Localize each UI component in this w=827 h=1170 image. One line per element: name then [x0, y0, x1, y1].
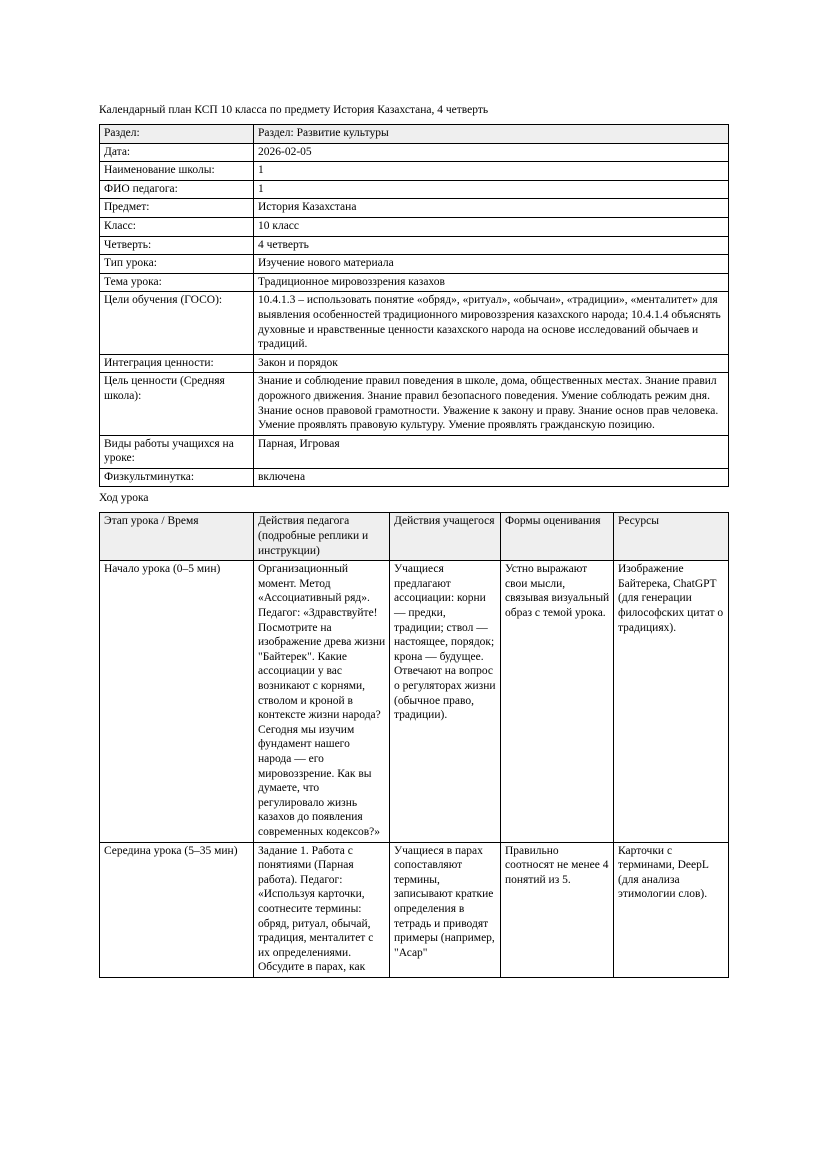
info-value: 10 класс	[254, 217, 729, 236]
info-label: Тип урока:	[100, 255, 254, 274]
table-row	[100, 162, 729, 181]
info-label: Физкультминутка:	[100, 468, 254, 487]
table-header-row	[100, 513, 729, 561]
cell-student-actions: Учащиеся в парах сопоставляют термины, записывают краткие определения в тетрадь и приводят примеры (например, "Асар"	[390, 842, 501, 977]
info-label: Дата:	[100, 143, 254, 162]
info-label: Тема урока:	[100, 273, 254, 292]
info-value: История Казахстана	[254, 199, 729, 218]
table-row	[100, 273, 729, 292]
section-caption-lesson-flow: Ход урока	[99, 492, 149, 505]
info-value: Раздел: Развитие культуры	[254, 125, 729, 144]
info-value: Традиционное мировоззрения казахов	[254, 273, 729, 292]
cell-assessment: Устно выражают свои мысли, связывая визуальный образ с темой урока.	[501, 561, 614, 842]
info-value: 2026-02-05	[254, 143, 729, 162]
table-row	[100, 125, 729, 144]
info-label: Цель ценности (Средняя школа):	[100, 373, 254, 435]
info-label: Интеграция ценности:	[100, 354, 254, 373]
info-label: Предмет:	[100, 199, 254, 218]
table-row	[100, 217, 729, 236]
info-value: Закон и порядок	[254, 354, 729, 373]
info-label: Виды работы учащихся на уроке:	[100, 435, 254, 468]
info-label: Цели обучения (ГОСО):	[100, 292, 254, 354]
table-row	[100, 180, 729, 199]
info-value: Парная, Игровая	[254, 435, 729, 468]
info-label: ФИО педагога:	[100, 180, 254, 199]
cell-resources: Изображение Байтерека, ChatGPT (для генерации философских цитат о традициях).	[614, 561, 729, 842]
table-row	[100, 292, 729, 354]
cell-stage: Начало урока (0–5 мин)	[100, 561, 254, 842]
info-value: включена	[254, 468, 729, 487]
cell-resources: Карточки с терминами, DeepL (для анализа этимологии слов).	[614, 842, 729, 977]
table-row	[100, 435, 729, 468]
info-label: Четверть:	[100, 236, 254, 255]
column-header-student-actions: Действия учащегося	[390, 513, 501, 561]
info-label: Раздел:	[100, 125, 254, 144]
lesson-flow-table	[99, 512, 729, 977]
cell-stage: Середина урока (5–35 мин)	[100, 842, 254, 977]
lesson-flow-header	[100, 513, 729, 561]
table-row	[100, 255, 729, 274]
table-row	[100, 373, 729, 435]
column-header-stage: Этап урока / Время	[100, 513, 254, 561]
table-row	[100, 354, 729, 373]
table-row	[100, 143, 729, 162]
column-header-assessment: Формы оценивания	[501, 513, 614, 561]
cell-assessment: Правильно соотносят не менее 4 понятий из 5.	[501, 842, 614, 977]
info-value: Изучение нового материала	[254, 255, 729, 274]
info-value: 4 четверть	[254, 236, 729, 255]
info-value: 10.4.1.3 – использовать понятие «обряд», «ритуал», «обычаи», «традиции», «менталитет» для выявления особенностей традиционного мировоззрения казахского народа; 10.4.1.4 объяснять духовные и нравственные ценности казахского народа на основе исследований обычаев и традиций.	[254, 292, 729, 354]
table-row	[100, 561, 729, 842]
cell-teacher-actions: Организационный момент. Метод «Ассоциативный ряд». Педагог: «Здравствуйте! Посмотрите на изображение древа жизни "Байтерек". Какие ассоциации у вас возникают с корнями, стволом и кроной в контексте жизни народа? Сегодня мы изучим фундамент нашего народа — его мировоззрение. Как вы думаете, что регулировало жизнь казахов до появления современных кодексов?»	[254, 561, 390, 842]
table-row	[100, 236, 729, 255]
info-label: Наименование школы:	[100, 162, 254, 181]
table-row	[100, 468, 729, 487]
table-row	[100, 199, 729, 218]
info-label: Класс:	[100, 217, 254, 236]
page-title: Календарный план КСП 10 класса по предмету История Казахстана, 4 четверть	[99, 104, 489, 116]
table-row	[100, 842, 729, 977]
lesson-info-table	[99, 124, 729, 487]
info-value: 1	[254, 180, 729, 199]
lesson-flow-body	[100, 561, 729, 978]
column-header-resources: Ресурсы	[614, 513, 729, 561]
info-value: 1	[254, 162, 729, 181]
cell-teacher-actions: Задание 1. Работа с понятиями (Парная работа). Педагог: «Используя карточки, соотнесите термины: обряд, ритуал, обычай, традиция, менталитет с их определениями. Обсудите в парах, как	[254, 842, 390, 977]
info-value: Знание и соблюдение правил поведения в школе, дома, общественных местах. Знание правил дорожного движения. Знание правил безопасного поведения. Умение соблюдать режим дня. Знание основ правовой грамотности. Уважение к закону и праву. Знание основ прав человека. Умение проявлять правовую культуру. Умение проявлять гражданскую позицию.	[254, 373, 729, 435]
column-header-teacher-actions: Действия педагога (подробные реплики и инструкции)	[254, 513, 390, 561]
cell-student-actions: Учащиеся предлагают ассоциации: корни — предки, традиции; ствол — настоящее, порядок; крона — будущее. Отвечают на вопрос о регуляторах жизни (обычное право, традиции).	[390, 561, 501, 842]
lesson-info-body	[100, 125, 729, 487]
